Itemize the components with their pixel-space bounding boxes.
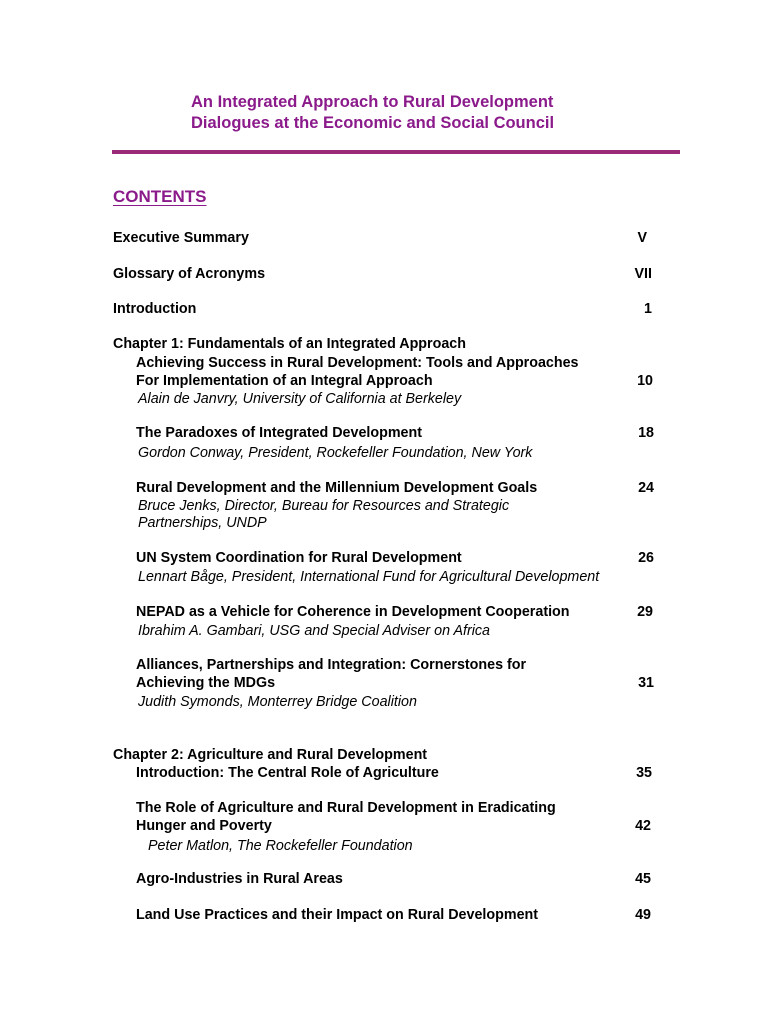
- toc-page-number: 1: [644, 301, 652, 317]
- title-divider: [112, 150, 680, 154]
- toc-entry-label[interactable]: Glossary of Acronyms: [113, 266, 266, 282]
- chapter-heading: Chapter 2: Agriculture and Rural Development: [113, 747, 428, 763]
- toc-entry-author: Partnerships, UNDP: [138, 515, 267, 531]
- toc-entry-title[interactable]: Alliances, Partnerships and Integration: Cornerstones for: [136, 657, 527, 673]
- title-line-2: Dialogues at the Economic and Social Council: [191, 114, 555, 132]
- toc-entry-label[interactable]: Introduction: [113, 301, 197, 317]
- toc-entry-title[interactable]: Achieving the MDGs: [136, 675, 276, 691]
- toc-entry-author: Bruce Jenks, Director, Bureau for Resources and Strategic: [138, 498, 510, 514]
- toc-entry-title[interactable]: Introduction: The Central Role of Agriculture: [136, 765, 439, 781]
- chapter-heading: Chapter 1: Fundamentals of an Integrated Approach: [113, 336, 466, 352]
- toc-page-number: 24: [638, 480, 654, 496]
- toc-entry-title[interactable]: Achieving Success in Rural Development: Tools and Approaches: [136, 355, 579, 371]
- toc-entry-author: Judith Symonds, Monterrey Bridge Coalition: [138, 694, 417, 710]
- toc-entry-author: Peter Matlon, The Rockefeller Foundation: [148, 838, 413, 854]
- toc-entry-title[interactable]: For Implementation of an Integral Approach: [136, 373, 433, 389]
- toc-entry-title[interactable]: Land Use Practices and their Impact on Rural Development: [136, 907, 539, 923]
- toc-entry-author: Alain de Janvry, University of California at Berkeley: [138, 391, 462, 407]
- toc-page-number: 49: [635, 907, 651, 923]
- toc-entry-author: Gordon Conway, President, Rockefeller Foundation, New York: [138, 445, 533, 461]
- toc-page-number: 35: [636, 765, 652, 781]
- toc-entry-title[interactable]: The Paradoxes of Integrated Development: [136, 425, 423, 441]
- toc-page-number: 45: [635, 871, 651, 887]
- toc-page-number: 29: [637, 604, 653, 620]
- toc-page-number: 18: [638, 425, 654, 441]
- contents-heading: CONTENTS: [113, 187, 207, 206]
- toc-entry-title[interactable]: Agro-Industries in Rural Areas: [136, 871, 343, 887]
- toc-entry-author: Ibrahim A. Gambari, USG and Special Adviser on Africa: [138, 623, 491, 639]
- toc-page-number: VII: [634, 266, 652, 282]
- toc-entry-title[interactable]: NEPAD as a Vehicle for Coherence in Development Cooperation: [136, 604, 570, 620]
- toc-page-number: 42: [635, 818, 651, 834]
- toc-entry-title[interactable]: The Role of Agriculture and Rural Development in Eradicating: [136, 800, 556, 816]
- toc-page-number: 10: [637, 373, 653, 389]
- toc-page-number: 31: [638, 675, 654, 691]
- toc-entry-title[interactable]: Hunger and Poverty: [136, 818, 272, 834]
- document-title: [191, 92, 554, 134]
- toc-entry-title[interactable]: Rural Development and the Millennium Development Goals: [136, 480, 538, 496]
- toc-page-number: V: [637, 230, 647, 246]
- toc-entry-author: Lennart Båge, President, International Fund for Agricultural Development: [138, 569, 600, 585]
- toc-entry-title[interactable]: UN System Coordination for Rural Development: [136, 550, 462, 566]
- title-line-1: An Integrated Approach to Rural Development: [191, 93, 554, 111]
- toc-entry-label[interactable]: Executive Summary: [113, 230, 249, 246]
- toc-page-number: 26: [638, 550, 654, 566]
